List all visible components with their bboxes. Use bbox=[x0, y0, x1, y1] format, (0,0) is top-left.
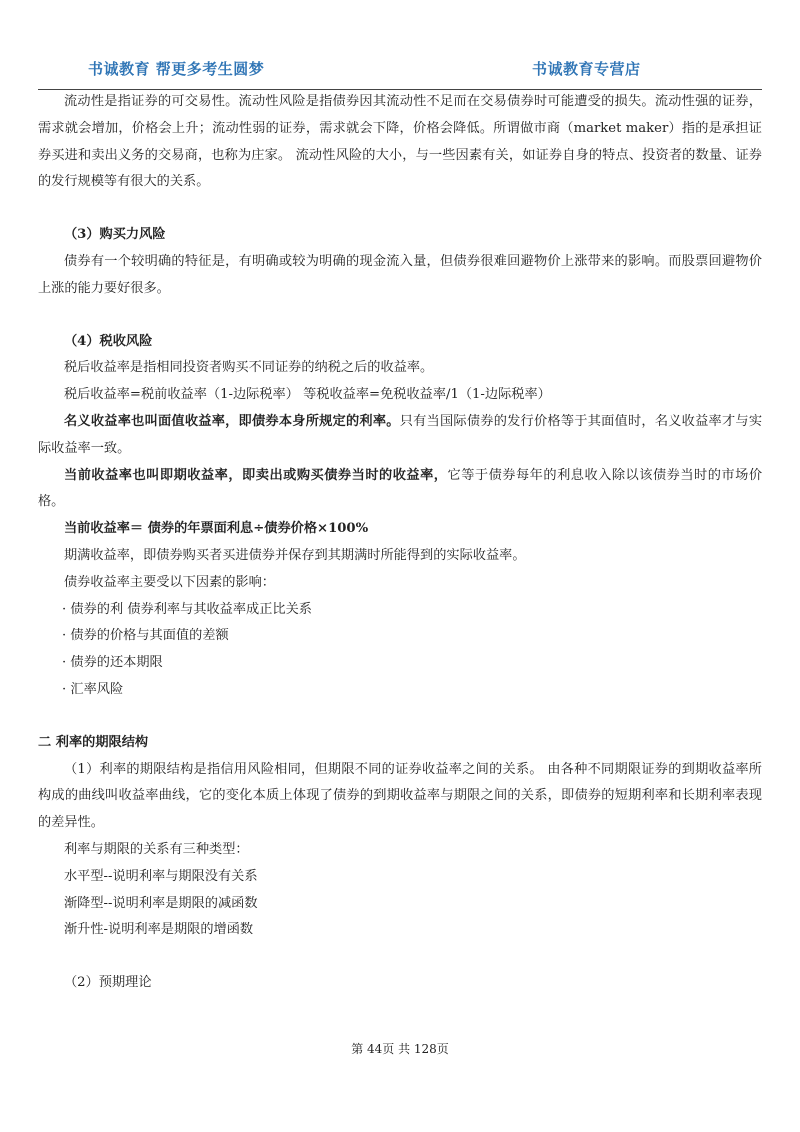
header-brand-slogan: 书诚教育 帮更多考生圆梦 bbox=[88, 60, 265, 78]
current-yield-note: 它等于债券每年的利息收入除以该债券当时的市场价格。 bbox=[38, 467, 763, 510]
document-body bbox=[38, 89, 762, 997]
yield-factors-intro: 债券收益率主要受以下因素的影响： bbox=[64, 574, 275, 590]
list-item: · 汇率风险 bbox=[62, 681, 124, 697]
nominal-yield-paragraph bbox=[38, 409, 762, 463]
spacer bbox=[38, 303, 762, 329]
section-heading-purchasing-power-risk: （3）购买力风险 bbox=[64, 227, 166, 243]
term-types-intro: 利率与期限的关系有三种类型： bbox=[64, 841, 249, 857]
factor-text: 债券的利 债券利率与其收益率成正比关系 bbox=[70, 601, 312, 617]
nominal-yield-note: 只有当国际债券的发行价格等于其面值时，名义收益率才与实际收益率一致。 bbox=[38, 413, 763, 456]
after-tax-yield-definition: 税后收益率是指相同投资者购买不同证券的纳税之后的收益率。 bbox=[64, 360, 434, 376]
list-item: 水平型--说明利率与期限没有关系 bbox=[64, 868, 258, 884]
purchasing-power-paragraph: 债券有一个较明确的特征是，有明确或较为明确的现金流入量，但债券很难回避物价上涨带来的影响。而股票回避物价上涨的能力要好很多。 bbox=[38, 253, 762, 296]
subheading-expectation-theory: （2）预期理论 bbox=[64, 975, 152, 991]
header-store-name: 书诚教育专营店 bbox=[532, 60, 641, 78]
spacer bbox=[38, 704, 762, 730]
factor-text: 债券的价格与其面值的差额 bbox=[70, 628, 229, 644]
page-header bbox=[0, 58, 800, 82]
factor-text: 债券的还本期限 bbox=[70, 655, 163, 671]
current-yield-formula: 当前收益率＝ 债券的年票面利息÷债券价格×100% bbox=[64, 521, 369, 537]
maturity-yield-definition: 期满收益率，即债券购买者买进债券并保存到其期满时所能得到的实际收益率。 bbox=[64, 547, 526, 563]
term-structure-paragraph: （1）利率的期限结构是指信用风险相同，但期限不同的证券收益率之间的关系。 由各种不同期限证券的到期收益率所构成的曲线叫收益率曲线，它的变化本质上体现了债券的到期收益率与期限之间的关系，即债券的短期利率和长期利率表现的差异性。 bbox=[38, 761, 762, 831]
list-item: · 债券的价格与其面值的差额 bbox=[62, 628, 229, 644]
liquidity-paragraph: 流动性是指证券的可交易性。流动性风险是指债券因其流动性不足而在交易债券时可能遭受的损失。流动性强的证券，需求就会增加，价格会上升；流动性弱的证券，需求就会下降，价格会降低。所谓做市商（market maker）指的是承担证券买进和卖出义务的交易商，也称为庄家。 流动性风险的大小，与一些因素有关，如证券自身的特点、投资者的数量、证券的发行规模等有很大的关系。 bbox=[38, 94, 762, 190]
section-heading-term-structure: 二 利率的期限结构 bbox=[38, 734, 149, 750]
list-item: 渐降型--说明利率是期限的减函数 bbox=[64, 895, 258, 911]
after-tax-yield-formula: 税后收益率=税前收益率（1-边际税率） 等税收益率=免税收益率/1（1-边际税率） bbox=[64, 387, 551, 403]
factor-text: 汇率风险 bbox=[70, 681, 124, 697]
list-item: 渐升性-说明利率是期限的增函数 bbox=[64, 922, 254, 938]
current-yield-definition: 当前收益率也叫即期收益率，即卖出或购买债券当时的收益率， bbox=[64, 467, 448, 483]
page-number: 第 44页 共 128页 bbox=[351, 1042, 449, 1056]
section-heading-tax-risk: （4）税收风险 bbox=[64, 333, 153, 349]
list-item: · 债券的还本期限 bbox=[62, 655, 163, 671]
nominal-yield-definition: 名义收益率也叫面值收益率，即债券本身所规定的利率。 bbox=[64, 413, 400, 429]
spacer bbox=[38, 196, 762, 222]
spacer bbox=[38, 944, 762, 970]
list-item: · 债券的利 债券利率与其收益率成正比关系 bbox=[62, 601, 312, 617]
current-yield-paragraph bbox=[38, 463, 762, 517]
